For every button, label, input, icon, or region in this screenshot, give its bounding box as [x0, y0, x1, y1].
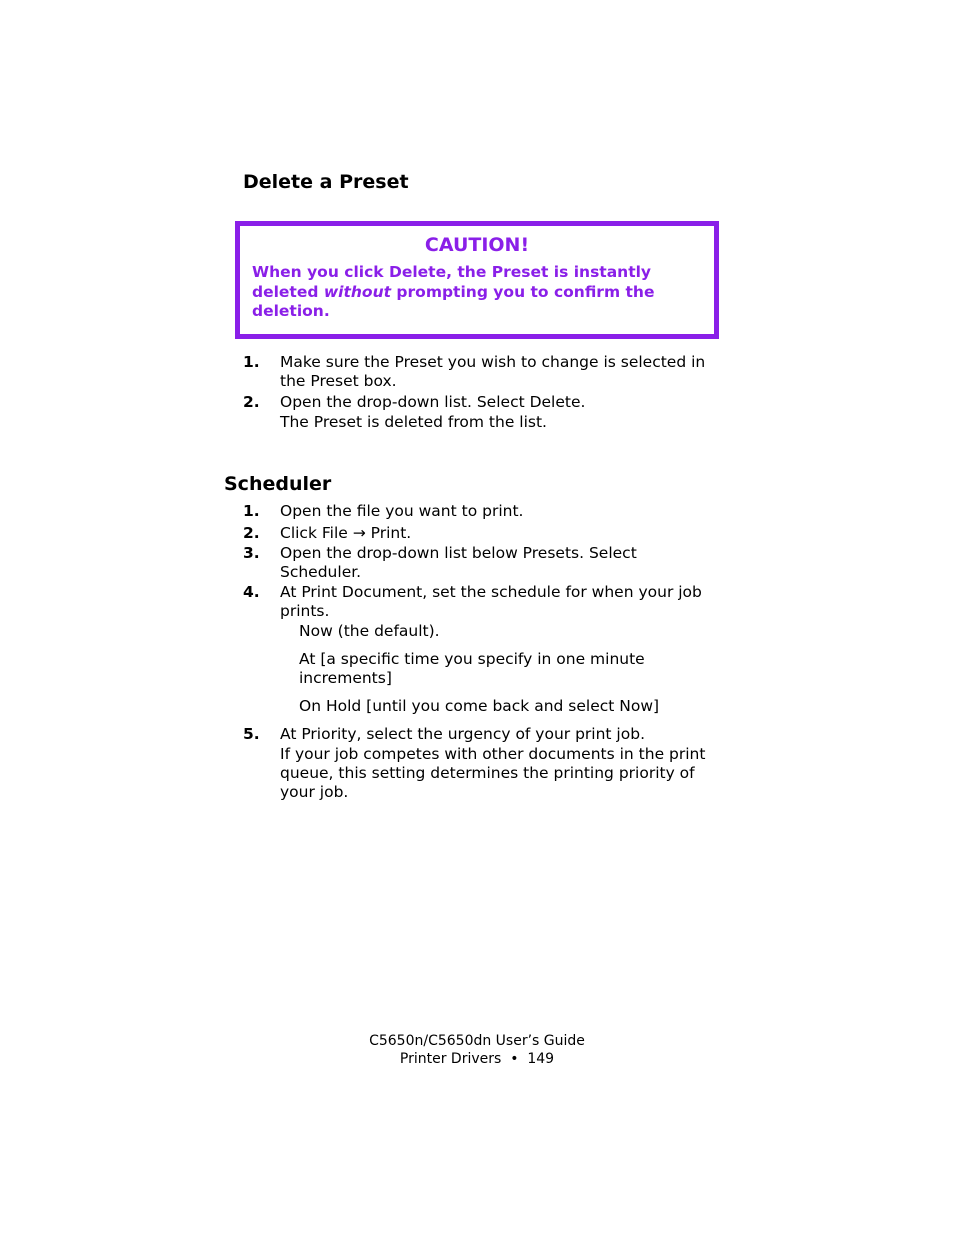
caution-title: CAUTION!	[424, 234, 530, 256]
step-text: Make sure the Preset you wish to change is selected in the Preset box.	[280, 353, 706, 390]
footer-title: C5650n/C5650dn User’s Guide	[369, 1033, 585, 1049]
option-item: At [a specific time you specify in one minute increments]	[299, 650, 645, 687]
step-text: At Print Document, set the schedule for when your job prints.	[280, 583, 702, 620]
step-text: Click File → Print.	[280, 524, 412, 542]
option-item: Now (the default).	[299, 622, 440, 640]
step-text: Open the file you want to print.	[280, 502, 524, 520]
step-text: At Priority, select the urgency of your print job.	[280, 725, 645, 743]
caution-box	[235, 221, 719, 339]
step-text: Open the drop-down list. Select Delete.	[280, 393, 586, 411]
step-number: 3.	[243, 544, 260, 562]
step-number: 1.	[243, 353, 260, 371]
step-text: Open the drop-down list below Presets. Select Scheduler.	[280, 544, 637, 581]
section-heading-delete-preset: Delete a Preset	[243, 171, 409, 193]
step-note: If your job competes with other documents in the print queue, this setting determines the printing priority of your job.	[280, 745, 706, 801]
step-number: 1.	[243, 502, 260, 520]
option-item: On Hold [until you come back and select Now]	[299, 697, 660, 715]
caution-text-before: When you click Delete, the Preset is instantly deleted	[252, 263, 652, 301]
step-number: 5.	[243, 725, 260, 743]
footer-page: Printer Drivers • 149	[399, 1051, 555, 1067]
step-number: 4.	[243, 583, 260, 601]
caution-text	[252, 263, 692, 322]
step-number: 2.	[243, 393, 260, 411]
section-heading-scheduler: Scheduler	[224, 473, 332, 495]
caution-text-after: prompting you to confirm the deletion.	[252, 282, 655, 320]
caution-text-emphasis: without	[323, 282, 392, 301]
step-note: The Preset is deleted from the list.	[280, 413, 547, 431]
step-number: 2.	[243, 524, 260, 542]
